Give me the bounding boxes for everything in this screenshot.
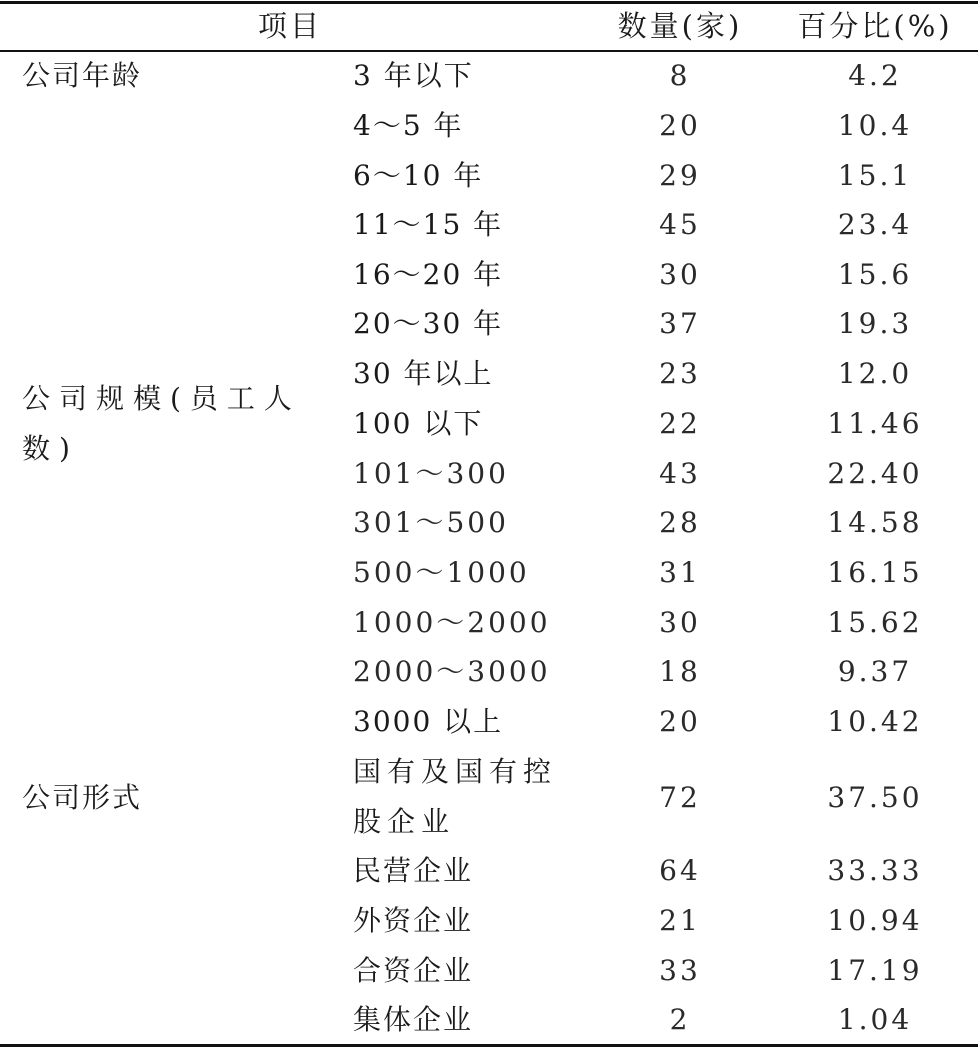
row-subitem: 国有及国有控股企业 bbox=[353, 755, 558, 838]
row-percent: 22.40 bbox=[827, 457, 923, 490]
row-count: 8 bbox=[669, 59, 691, 92]
group-label-size: 公司规模(员工人数) bbox=[22, 382, 301, 465]
row-subitem: 外资企业 bbox=[353, 904, 474, 937]
row-subitem: 6～10 年 bbox=[353, 159, 484, 192]
row-percent: 10.4 bbox=[837, 109, 913, 142]
row-count: 64 bbox=[659, 854, 701, 887]
row-percent: 10.94 bbox=[827, 904, 923, 937]
row-percent: 10.42 bbox=[827, 705, 923, 738]
row-subitem: 民营企业 bbox=[353, 854, 474, 887]
row-subitem: 3 年以下 bbox=[353, 59, 474, 92]
row-count: 20 bbox=[659, 109, 701, 142]
row-subitem: 3000 以上 bbox=[353, 705, 504, 738]
row-percent: 12.0 bbox=[837, 357, 913, 390]
row-count: 21 bbox=[659, 904, 701, 937]
row-percent: 1.04 bbox=[837, 1003, 913, 1036]
group-label-age: 公司年龄 bbox=[22, 59, 143, 92]
row-percent: 15.6 bbox=[837, 258, 913, 291]
row-subitem: 101～300 bbox=[353, 457, 509, 490]
row-subitem: 16～20 年 bbox=[353, 258, 504, 291]
row-count: 43 bbox=[659, 457, 701, 490]
row-percent: 37.50 bbox=[827, 781, 923, 814]
row-count: 28 bbox=[659, 506, 701, 539]
row-count: 2 bbox=[669, 1003, 691, 1036]
row-subitem: 20～30 年 bbox=[353, 307, 504, 340]
group-label-form: 公司形式 bbox=[22, 781, 143, 814]
row-count: 29 bbox=[659, 159, 701, 192]
row-count: 45 bbox=[659, 208, 701, 241]
row-count: 33 bbox=[659, 954, 701, 987]
row-count: 18 bbox=[659, 655, 701, 688]
header-item: 项目 bbox=[257, 9, 322, 43]
row-percent: 15.1 bbox=[837, 159, 913, 192]
row-subitem: 集体企业 bbox=[353, 1003, 474, 1036]
row-subitem: 2000～3000 bbox=[353, 655, 551, 688]
row-count: 31 bbox=[659, 556, 701, 589]
row-subitem: 4～5 年 bbox=[353, 109, 464, 142]
row-count: 20 bbox=[659, 705, 701, 738]
row-count: 37 bbox=[659, 307, 701, 340]
row-subitem: 11～15 年 bbox=[353, 208, 504, 241]
row-percent: 33.33 bbox=[827, 854, 923, 887]
row-count: 72 bbox=[659, 781, 701, 814]
row-count: 30 bbox=[659, 258, 701, 291]
row-count: 23 bbox=[659, 357, 701, 390]
row-percent: 11.46 bbox=[827, 407, 923, 440]
row-subitem: 1000～2000 bbox=[353, 606, 551, 639]
row-subitem: 301～500 bbox=[353, 506, 509, 539]
row-percent: 16.15 bbox=[827, 556, 923, 589]
row-percent: 4.2 bbox=[848, 59, 902, 92]
row-subitem: 100 以下 bbox=[353, 407, 484, 440]
row-percent: 14.58 bbox=[827, 506, 923, 539]
row-count: 22 bbox=[659, 407, 701, 440]
header-count: 数量(家) bbox=[617, 9, 743, 43]
row-percent: 23.4 bbox=[837, 208, 913, 241]
row-count: 30 bbox=[659, 606, 701, 639]
row-subitem: 合资企业 bbox=[353, 954, 474, 987]
row-percent: 19.3 bbox=[837, 307, 913, 340]
row-subitem: 30 年以上 bbox=[353, 357, 494, 390]
row-percent: 17.19 bbox=[827, 954, 923, 987]
row-percent: 9.37 bbox=[837, 655, 913, 688]
row-subitem: 500～1000 bbox=[353, 556, 530, 589]
row-percent: 15.62 bbox=[827, 606, 923, 639]
header-percent: 百分比(%) bbox=[797, 9, 953, 43]
